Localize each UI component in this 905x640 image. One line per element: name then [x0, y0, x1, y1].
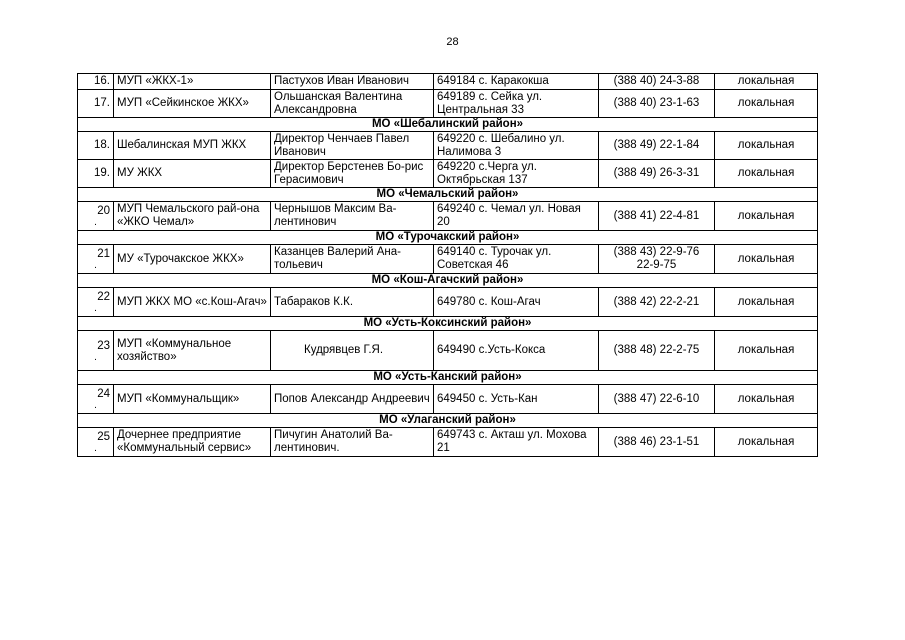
phone: (388 46) 23-1-51	[599, 428, 715, 457]
network-type: локальная	[715, 74, 818, 90]
network-type: локальная	[715, 331, 818, 371]
table-row	[78, 385, 818, 414]
phone: (388 47) 22-6-10	[599, 385, 715, 414]
phone: (388 48) 22-2-75	[599, 331, 715, 371]
head-name: Табараков К.К.	[271, 288, 434, 317]
table-row	[78, 428, 818, 457]
section-title-shebalino: МО «Шебалинский район»	[78, 118, 818, 132]
address: 649184 с. Каракокша	[434, 74, 599, 90]
org-name: Шебалинская МУП ЖКХ	[114, 132, 271, 160]
org-name: Дочернее предприятие «Коммунальный сервис»	[114, 428, 271, 457]
head-name: Ольшанская Валентина Александровна	[271, 90, 434, 118]
table-row	[78, 288, 818, 317]
phone: (388 41) 22-4-81	[599, 202, 715, 231]
table-row	[78, 90, 818, 118]
section-title-chemal: МО «Чемальский район»	[78, 188, 818, 202]
section-title-ustkoksa: МО «Усть-Коксинский район»	[78, 317, 818, 331]
address: 649780 с. Кош-Агач	[434, 288, 599, 317]
row-number: 25 .	[78, 428, 114, 457]
org-name: МУП ЖКХ МО «с.Кош-Агач»	[114, 288, 271, 317]
phone: (388 42) 22-2-21	[599, 288, 715, 317]
row-number: 22 .	[78, 288, 114, 317]
head-name: Пастухов Иван Иванович	[271, 74, 434, 90]
network-type: локальная	[715, 385, 818, 414]
phone: (388 40) 24-3-88	[599, 74, 715, 90]
utilities-table	[77, 73, 818, 457]
section-title-ustkan: МО «Усть-Канский район»	[78, 371, 818, 385]
address: 649220 с. Шебалино ул. Налимова 3	[434, 132, 599, 160]
network-type: локальная	[715, 132, 818, 160]
org-name: МУ ЖКХ	[114, 160, 271, 188]
row-number: 17.	[78, 90, 114, 118]
row-number: 18.	[78, 132, 114, 160]
head-name: Попов Александр Андреевич	[271, 385, 434, 414]
head-name	[271, 331, 434, 371]
row-number: 21 .	[78, 245, 114, 274]
org-name: МУП «Коммунальное хозяйство»	[114, 331, 271, 371]
page-number: 28	[446, 36, 459, 48]
network-type: локальная	[715, 90, 818, 118]
address: 649240 с. Чемал ул. Новая 20	[434, 202, 599, 231]
address: 649189 с. Сейка ул. Центральная 33	[434, 90, 599, 118]
head-name: Чернышов Максим Ва-лентинович	[271, 202, 434, 231]
table-row	[78, 245, 818, 274]
head-name-text: Кудрявцев Г.Я.	[304, 344, 384, 356]
section-row	[78, 231, 818, 245]
org-name: МУП «Коммунальщик»	[114, 385, 271, 414]
network-type: локальная	[715, 245, 818, 274]
section-row	[78, 118, 818, 132]
row-number: 20 .	[78, 202, 114, 231]
section-row	[78, 414, 818, 428]
address: 649450 с. Усть-Кан	[434, 385, 599, 414]
row-number: 16.	[78, 74, 114, 90]
address: 649140 с. Турочак ул. Советская 46	[434, 245, 599, 274]
table-row	[78, 132, 818, 160]
section-title-koshagach: МО «Кош-Агачский район»	[78, 274, 818, 288]
network-type: локальная	[715, 428, 818, 457]
section-row	[78, 274, 818, 288]
org-name: МУ «Турочакское ЖКХ»	[114, 245, 271, 274]
section-row	[78, 371, 818, 385]
section-row	[78, 188, 818, 202]
address: 649743 с. Акташ ул. Мохова 21	[434, 428, 599, 457]
network-type: локальная	[715, 160, 818, 188]
section-title-ulagan: МО «Улаганский район»	[78, 414, 818, 428]
table-row	[78, 331, 818, 371]
address: 649220 с.Черга ул. Октябрьская 137	[434, 160, 599, 188]
table-row	[78, 74, 818, 90]
address: 649490 с.Усть-Кокса	[434, 331, 599, 371]
section-row	[78, 317, 818, 331]
phone: (388 49) 26-3-31	[599, 160, 715, 188]
head-name: Директор Ченчаев Павел Иванович	[271, 132, 434, 160]
section-title-turochak: МО «Турочакский район»	[78, 231, 818, 245]
head-name: Казанцев Валерий Ана-тольевич	[271, 245, 434, 274]
phone: (388 49) 22-1-84	[599, 132, 715, 160]
head-name: Пичугин Анатолий Ва-лентинович.	[271, 428, 434, 457]
org-name: МУП Чемальского рай-она «ЖКО Чемал»	[114, 202, 271, 231]
network-type: локальная	[715, 288, 818, 317]
phone: (388 40) 23-1-63	[599, 90, 715, 118]
phone	[599, 245, 715, 274]
org-name: МУП «ЖКХ-1»	[114, 74, 271, 90]
phone-secondary: 22-9-75	[636, 259, 677, 271]
table-row	[78, 160, 818, 188]
row-number: 19.	[78, 160, 114, 188]
head-name: Директор Берстенев Бо-рис Герасимович	[271, 160, 434, 188]
network-type: локальная	[715, 202, 818, 231]
table-row	[78, 202, 818, 231]
phone-primary: (388 43) 22-9-76	[613, 246, 700, 258]
row-number: 23 .	[78, 331, 114, 371]
org-name: МУП «Сейкинское ЖКХ»	[114, 90, 271, 118]
row-number: 24 .	[78, 385, 114, 414]
